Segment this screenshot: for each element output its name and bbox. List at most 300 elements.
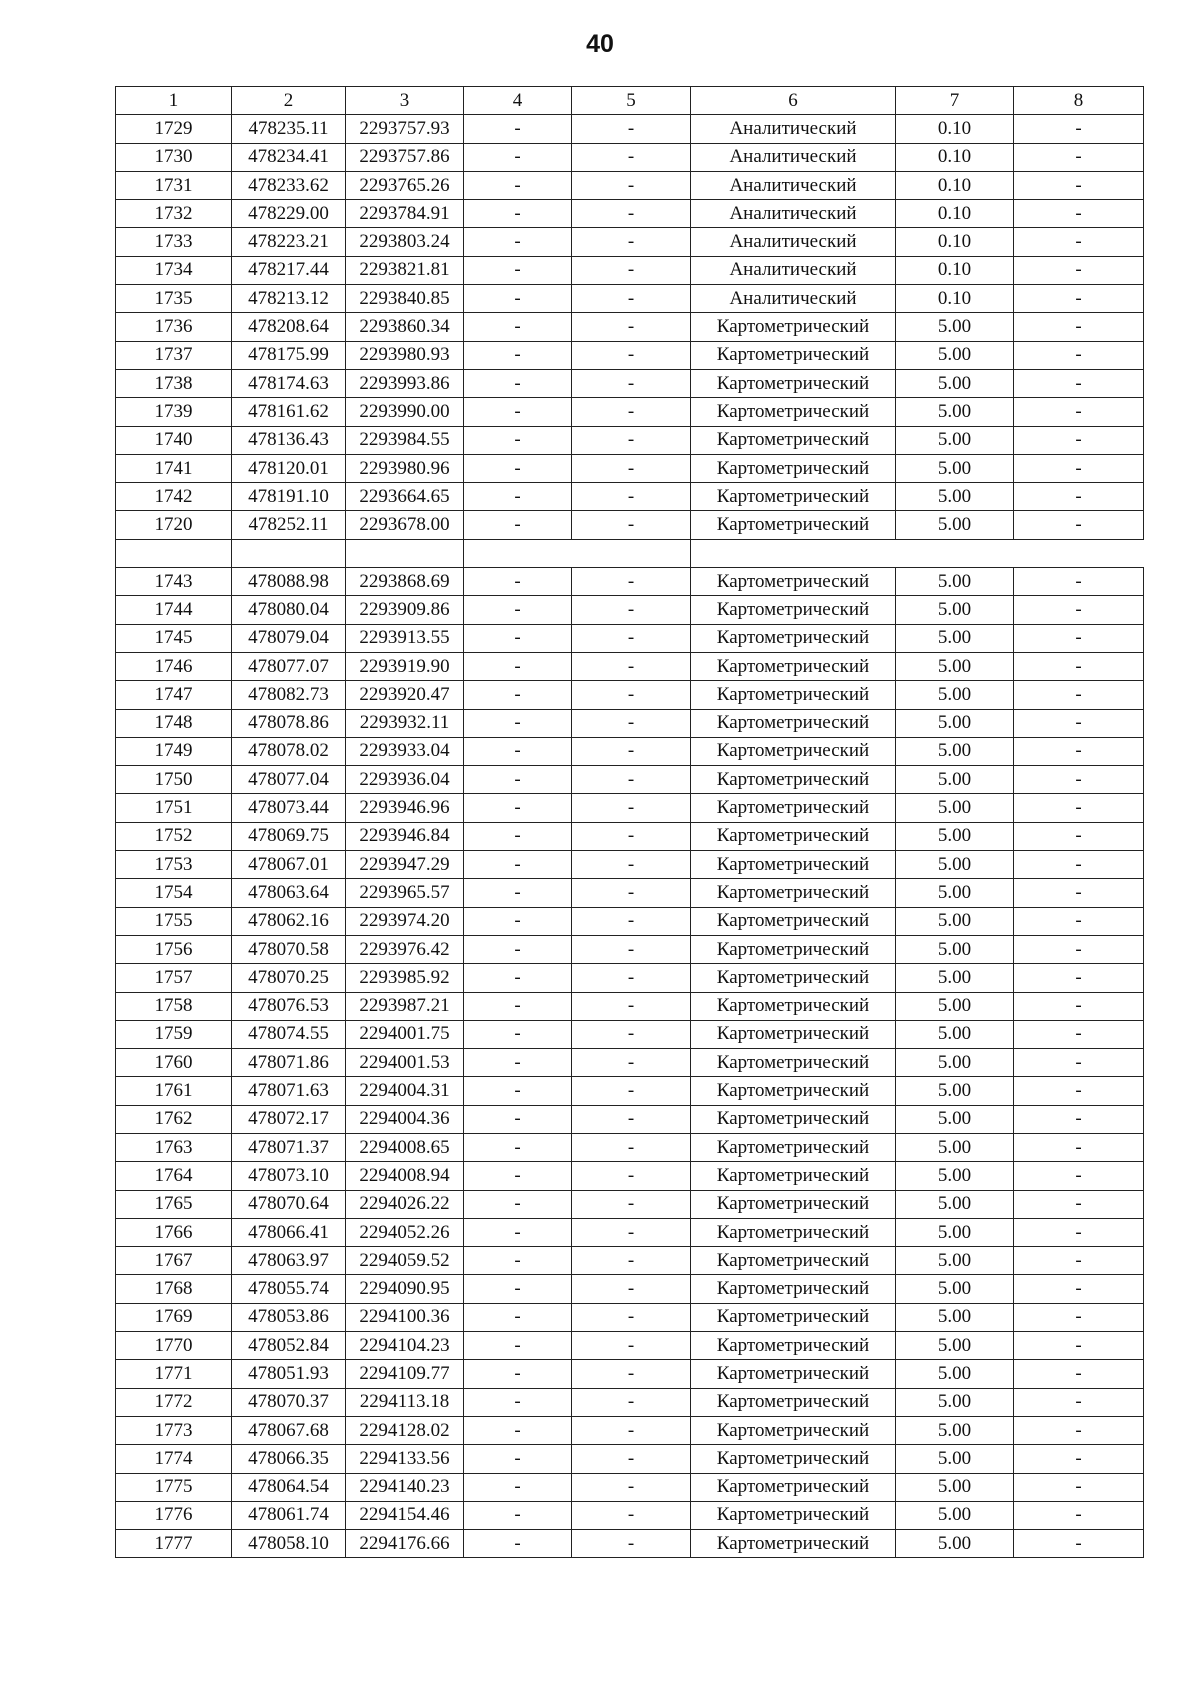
table-cell: -: [464, 907, 572, 935]
table-cell: -: [572, 313, 691, 341]
table-cell: 1733: [116, 228, 232, 256]
table-cell: 478061.74: [232, 1501, 346, 1529]
table-cell: 1748: [116, 709, 232, 737]
table-cell: 1770: [116, 1332, 232, 1360]
table-cell: 478235.11: [232, 115, 346, 143]
table-cell: Картометрический: [691, 766, 896, 794]
table-row: [116, 1530, 1144, 1558]
separator-cell: [116, 539, 232, 567]
table-cell: -: [464, 992, 572, 1020]
table-cell: 5.00: [896, 992, 1014, 1020]
table-cell: 5.00: [896, 652, 1014, 680]
table-cell: 2294001.75: [346, 1020, 464, 1048]
table-cell: 5.00: [896, 1530, 1014, 1558]
table-row: [116, 794, 1144, 822]
table-header: [116, 87, 1144, 115]
separator-cell: [691, 539, 1144, 567]
table-cell: 1763: [116, 1133, 232, 1161]
table-cell: -: [1014, 1445, 1144, 1473]
table-cell: 478051.93: [232, 1360, 346, 1388]
table-row: [116, 171, 1144, 199]
table-cell: -: [464, 341, 572, 369]
table-cell: 478071.86: [232, 1049, 346, 1077]
table-cell: 5.00: [896, 1218, 1014, 1246]
header-cell: 3: [346, 87, 464, 115]
table-cell: -: [464, 964, 572, 992]
header-cell: 7: [896, 87, 1014, 115]
separator-row: [116, 539, 1144, 567]
table-cell: 2294001.53: [346, 1049, 464, 1077]
table-cell: -: [572, 1190, 691, 1218]
table-cell: 5.00: [896, 596, 1014, 624]
separator-cell: [464, 539, 691, 567]
table-cell: -: [572, 1445, 691, 1473]
table-cell: Картометрический: [691, 681, 896, 709]
table-cell: -: [572, 907, 691, 935]
table-cell: 478234.41: [232, 143, 346, 171]
table-cell: -: [464, 1445, 572, 1473]
table-cell: -: [572, 341, 691, 369]
table-cell: 2293936.04: [346, 766, 464, 794]
table-cell: Аналитический: [691, 115, 896, 143]
table-cell: 1736: [116, 313, 232, 341]
page-number: 40: [586, 30, 614, 58]
table-row: [116, 1332, 1144, 1360]
table-cell: -: [464, 1360, 572, 1388]
table-row: [116, 1303, 1144, 1331]
table-cell: 478067.68: [232, 1416, 346, 1444]
table-cell: -: [572, 256, 691, 284]
table-cell: -: [572, 1360, 691, 1388]
table-row: [116, 426, 1144, 454]
table-cell: -: [1014, 398, 1144, 426]
table-cell: 0.10: [896, 285, 1014, 313]
table-cell: -: [572, 624, 691, 652]
table-cell: 478073.10: [232, 1162, 346, 1190]
table-cell: -: [1014, 454, 1144, 482]
table-cell: -: [572, 285, 691, 313]
table-cell: -: [464, 794, 572, 822]
table-cell: Аналитический: [691, 285, 896, 313]
table-cell: -: [1014, 171, 1144, 199]
table-cell: 478229.00: [232, 200, 346, 228]
table-cell: Аналитический: [691, 171, 896, 199]
table-row: [116, 709, 1144, 737]
table-cell: 2293946.96: [346, 794, 464, 822]
table-cell: 1737: [116, 341, 232, 369]
table-cell: Картометрический: [691, 1162, 896, 1190]
table-cell: Картометрический: [691, 1190, 896, 1218]
table-cell: -: [1014, 1105, 1144, 1133]
table-cell: -: [464, 1303, 572, 1331]
table-cell: -: [1014, 369, 1144, 397]
table-cell: -: [572, 1218, 691, 1246]
table-row: [116, 1388, 1144, 1416]
table-cell: 1771: [116, 1360, 232, 1388]
table-cell: 1739: [116, 398, 232, 426]
table-cell: -: [1014, 1247, 1144, 1275]
table-row: [116, 200, 1144, 228]
table-cell: 1761: [116, 1077, 232, 1105]
table-cell: 5.00: [896, 822, 1014, 850]
table-cell: 2294052.26: [346, 1218, 464, 1246]
table-cell: -: [572, 1247, 691, 1275]
table-cell: -: [464, 398, 572, 426]
table-cell: -: [1014, 766, 1144, 794]
table-cell: -: [464, 1077, 572, 1105]
table-cell: -: [572, 1530, 691, 1558]
table-cell: -: [572, 681, 691, 709]
table-cell: -: [1014, 285, 1144, 313]
table-cell: Картометрический: [691, 964, 896, 992]
table-cell: Картометрический: [691, 341, 896, 369]
table-cell: -: [464, 426, 572, 454]
table-cell: 1765: [116, 1190, 232, 1218]
table-cell: 5.00: [896, 1020, 1014, 1048]
separator-cell: [232, 539, 346, 567]
table-cell: 478078.02: [232, 737, 346, 765]
header-cell: 8: [1014, 87, 1144, 115]
table-row: [116, 143, 1144, 171]
table-cell: Аналитический: [691, 200, 896, 228]
table-cell: -: [1014, 851, 1144, 879]
table-row: [116, 1360, 1144, 1388]
table-cell: 5.00: [896, 1360, 1014, 1388]
table-cell: Картометрический: [691, 1501, 896, 1529]
table-cell: 478074.55: [232, 1020, 346, 1048]
table-cell: 2293974.20: [346, 907, 464, 935]
table-cell: Картометрический: [691, 511, 896, 539]
table-cell: 478088.98: [232, 568, 346, 596]
table-cell: -: [464, 879, 572, 907]
table-cell: -: [1014, 1077, 1144, 1105]
table-cell: 5.00: [896, 398, 1014, 426]
table-cell: Картометрический: [691, 1247, 896, 1275]
table-cell: -: [464, 1105, 572, 1133]
table-cell: 1760: [116, 1049, 232, 1077]
table-row: [116, 822, 1144, 850]
table-cell: 5.00: [896, 568, 1014, 596]
table-cell: 2293913.55: [346, 624, 464, 652]
table-cell: -: [1014, 822, 1144, 850]
table-cell: Картометрический: [691, 1445, 896, 1473]
table-cell: 5.00: [896, 624, 1014, 652]
table-row: [116, 228, 1144, 256]
table-cell: -: [572, 228, 691, 256]
table-cell: -: [464, 1190, 572, 1218]
table-cell: 478073.44: [232, 794, 346, 822]
table-cell: Картометрический: [691, 1105, 896, 1133]
table-cell: 5.00: [896, 1501, 1014, 1529]
table-cell: 1777: [116, 1530, 232, 1558]
table-cell: 2294113.18: [346, 1388, 464, 1416]
table-cell: -: [572, 1049, 691, 1077]
table-cell: 478082.73: [232, 681, 346, 709]
table-cell: 478070.58: [232, 935, 346, 963]
table-cell: Картометрический: [691, 1303, 896, 1331]
table-cell: 2293757.93: [346, 115, 464, 143]
table-cell: Картометрический: [691, 1218, 896, 1246]
table-cell: -: [572, 511, 691, 539]
table-cell: 478078.86: [232, 709, 346, 737]
table-cell: 1749: [116, 737, 232, 765]
table-row: [116, 1416, 1144, 1444]
table-cell: 2294104.23: [346, 1332, 464, 1360]
table-cell: -: [1014, 596, 1144, 624]
table-cell: 2293990.00: [346, 398, 464, 426]
table-cell: 478066.41: [232, 1218, 346, 1246]
table-row: [116, 115, 1144, 143]
table-cell: 478070.37: [232, 1388, 346, 1416]
table-cell: -: [1014, 256, 1144, 284]
table-cell: 1751: [116, 794, 232, 822]
table-cell: 478053.86: [232, 1303, 346, 1331]
table-cell: -: [572, 879, 691, 907]
table-cell: 5.00: [896, 454, 1014, 482]
table-cell: 478233.62: [232, 171, 346, 199]
table-row: [116, 1473, 1144, 1501]
table-cell: -: [1014, 935, 1144, 963]
table-cell: -: [572, 1473, 691, 1501]
table-cell: -: [572, 992, 691, 1020]
table-cell: Картометрический: [691, 1473, 896, 1501]
table-cell: -: [464, 737, 572, 765]
table-cell: Картометрический: [691, 907, 896, 935]
table-cell: Картометрический: [691, 935, 896, 963]
table-cell: -: [1014, 568, 1144, 596]
table-cell: 2293919.90: [346, 652, 464, 680]
table-cell: 5.00: [896, 1049, 1014, 1077]
table-cell: 478174.63: [232, 369, 346, 397]
table-cell: -: [1014, 794, 1144, 822]
table-cell: -: [1014, 1303, 1144, 1331]
table-cell: -: [464, 851, 572, 879]
table-cell: -: [464, 1388, 572, 1416]
table-cell: -: [464, 624, 572, 652]
table-cell: -: [1014, 709, 1144, 737]
table-cell: Картометрический: [691, 398, 896, 426]
table-cell: 2293984.55: [346, 426, 464, 454]
table-cell: -: [464, 1049, 572, 1077]
table-cell: 5.00: [896, 935, 1014, 963]
separator-cell: [346, 539, 464, 567]
table-cell: 5.00: [896, 511, 1014, 539]
table-row: [116, 1105, 1144, 1133]
table-cell: 1734: [116, 256, 232, 284]
table-cell: 5.00: [896, 709, 1014, 737]
table-cell: Картометрический: [691, 992, 896, 1020]
table-cell: -: [572, 935, 691, 963]
table-cell: -: [572, 1275, 691, 1303]
table-cell: 2294026.22: [346, 1190, 464, 1218]
table-cell: 478077.04: [232, 766, 346, 794]
table-cell: 478066.35: [232, 1445, 346, 1473]
table-cell: 1755: [116, 907, 232, 935]
table-cell: -: [1014, 652, 1144, 680]
table-cell: Картометрический: [691, 652, 896, 680]
table-cell: -: [464, 285, 572, 313]
table-cell: 2294109.77: [346, 1360, 464, 1388]
table-cell: -: [572, 1303, 691, 1331]
table-cell: 5.00: [896, 1275, 1014, 1303]
table-cell: 1750: [116, 766, 232, 794]
table-cell: 2293985.92: [346, 964, 464, 992]
table-cell: Картометрический: [691, 737, 896, 765]
table-cell: 2294128.02: [346, 1416, 464, 1444]
table-cell: -: [572, 822, 691, 850]
table-cell: 5.00: [896, 681, 1014, 709]
table-cell: 2293933.04: [346, 737, 464, 765]
table-cell: -: [572, 1388, 691, 1416]
table-cell: 478063.64: [232, 879, 346, 907]
table-row: [116, 1133, 1144, 1161]
table-cell: Картометрический: [691, 851, 896, 879]
table-cell: -: [1014, 1133, 1144, 1161]
table-cell: Аналитический: [691, 256, 896, 284]
table-cell: 478120.01: [232, 454, 346, 482]
table-cell: Картометрический: [691, 624, 896, 652]
table-cell: Картометрический: [691, 822, 896, 850]
table-cell: -: [1014, 737, 1144, 765]
table-cell: 2294059.52: [346, 1247, 464, 1275]
table-row: [116, 511, 1144, 539]
table-row: [116, 1247, 1144, 1275]
table-cell: -: [572, 766, 691, 794]
table-cell: -: [572, 143, 691, 171]
table-cell: -: [1014, 964, 1144, 992]
table-cell: 5.00: [896, 1416, 1014, 1444]
table-cell: Картометрический: [691, 794, 896, 822]
table-cell: 5.00: [896, 369, 1014, 397]
table-cell: -: [572, 1133, 691, 1161]
table-cell: 1769: [116, 1303, 232, 1331]
table-cell: 5.00: [896, 1332, 1014, 1360]
table-cell: 1762: [116, 1105, 232, 1133]
table-cell: 5.00: [896, 964, 1014, 992]
table-cell: -: [572, 1416, 691, 1444]
table-cell: 478055.74: [232, 1275, 346, 1303]
table-cell: 2293980.96: [346, 454, 464, 482]
table-cell: 5.00: [896, 483, 1014, 511]
table-cell: 478071.63: [232, 1077, 346, 1105]
table-cell: 478052.84: [232, 1332, 346, 1360]
table-cell: -: [464, 313, 572, 341]
table-cell: 1757: [116, 964, 232, 992]
table-row: [116, 313, 1144, 341]
table-cell: -: [1014, 511, 1144, 539]
table-cell: 1764: [116, 1162, 232, 1190]
table-row: [116, 341, 1144, 369]
table-cell: -: [464, 709, 572, 737]
table-cell: -: [1014, 1388, 1144, 1416]
table-row: [116, 652, 1144, 680]
table-cell: 2293987.21: [346, 992, 464, 1020]
table-cell: 2293946.84: [346, 822, 464, 850]
table-cell: Картометрический: [691, 709, 896, 737]
table-cell: 2293678.00: [346, 511, 464, 539]
table-cell: 1735: [116, 285, 232, 313]
table-cell: -: [1014, 228, 1144, 256]
table-cell: 478191.10: [232, 483, 346, 511]
table-cell: 2293860.34: [346, 313, 464, 341]
table-cell: -: [464, 1275, 572, 1303]
table-cell: -: [464, 596, 572, 624]
table-cell: 478064.54: [232, 1473, 346, 1501]
table-cell: 2294004.36: [346, 1105, 464, 1133]
table-cell: 2294008.65: [346, 1133, 464, 1161]
table-cell: -: [1014, 200, 1144, 228]
table-cell: Картометрический: [691, 1360, 896, 1388]
table-cell: 5.00: [896, 1445, 1014, 1473]
table-cell: 1768: [116, 1275, 232, 1303]
table-cell: -: [464, 115, 572, 143]
table-row: [116, 1501, 1144, 1529]
table-cell: 2293932.11: [346, 709, 464, 737]
table-cell: -: [1014, 1275, 1144, 1303]
table-cell: 2294090.95: [346, 1275, 464, 1303]
table-body-group-1: [116, 115, 1144, 539]
table-row: [116, 398, 1144, 426]
table-cell: 5.00: [896, 1303, 1014, 1331]
table-cell: 478070.25: [232, 964, 346, 992]
table-cell: 1738: [116, 369, 232, 397]
table-cell: -: [464, 1473, 572, 1501]
table-cell: -: [1014, 879, 1144, 907]
table-row: [116, 483, 1144, 511]
table-cell: Картометрический: [691, 1077, 896, 1105]
table-cell: Картометрический: [691, 1133, 896, 1161]
table-row: [116, 369, 1144, 397]
table-row: [116, 624, 1144, 652]
table-cell: -: [572, 1020, 691, 1048]
table-row: [116, 964, 1144, 992]
table-cell: 5.00: [896, 794, 1014, 822]
table-row: [116, 851, 1144, 879]
table-cell: -: [1014, 1360, 1144, 1388]
table-cell: Картометрический: [691, 1332, 896, 1360]
table-cell: 1742: [116, 483, 232, 511]
table-cell: -: [1014, 483, 1144, 511]
table-cell: -: [1014, 341, 1144, 369]
table-cell: 1740: [116, 426, 232, 454]
table-cell: 478080.04: [232, 596, 346, 624]
table-cell: -: [464, 1218, 572, 1246]
table-row: [116, 992, 1144, 1020]
table-cell: 2294004.31: [346, 1077, 464, 1105]
table-cell: Картометрический: [691, 879, 896, 907]
table-cell: 478067.01: [232, 851, 346, 879]
table-cell: -: [464, 369, 572, 397]
table-cell: 1746: [116, 652, 232, 680]
table-cell: -: [572, 596, 691, 624]
table-row: [116, 568, 1144, 596]
table-cell: -: [1014, 1473, 1144, 1501]
header-row: [116, 87, 1144, 115]
table-cell: Картометрический: [691, 1275, 896, 1303]
table-cell: 0.10: [896, 228, 1014, 256]
table-cell: 2293803.24: [346, 228, 464, 256]
table-cell: 5.00: [896, 341, 1014, 369]
table-cell: 1743: [116, 568, 232, 596]
table-cell: 2294154.46: [346, 1501, 464, 1529]
table-cell: -: [464, 143, 572, 171]
table-cell: -: [464, 454, 572, 482]
table-cell: 1744: [116, 596, 232, 624]
table-cell: -: [572, 964, 691, 992]
table-cell: 2294133.56: [346, 1445, 464, 1473]
table-cell: 2294008.94: [346, 1162, 464, 1190]
table-cell: -: [1014, 681, 1144, 709]
